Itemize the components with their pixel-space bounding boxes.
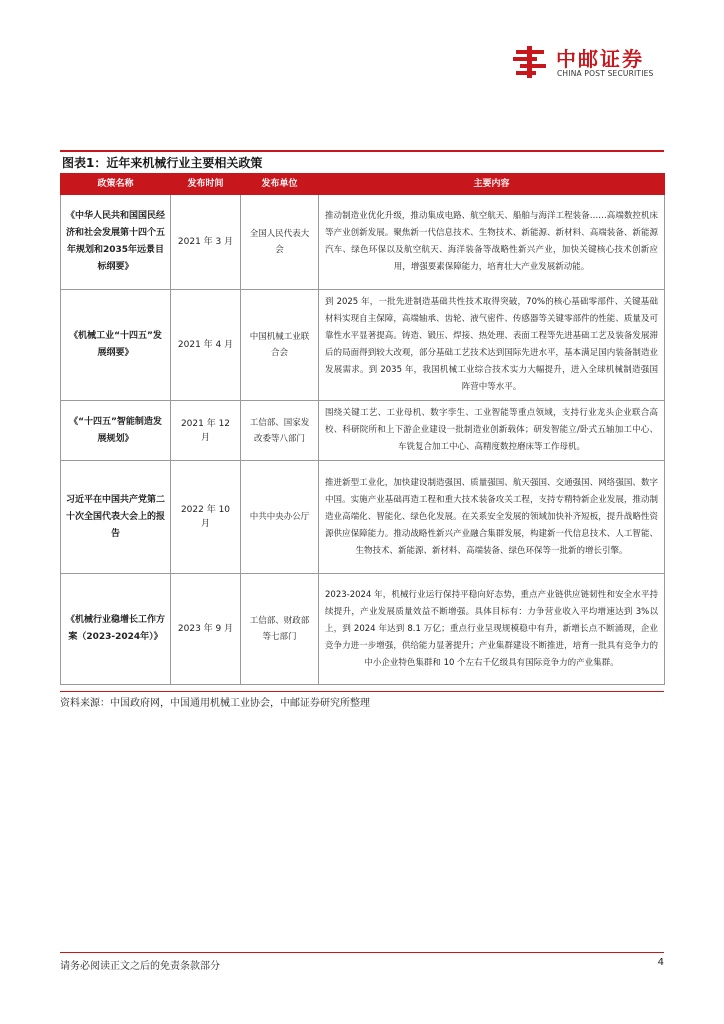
policy-issuer: 中国机械工业联合会	[241, 290, 319, 401]
policy-date: 2021 年 4 月	[171, 290, 241, 401]
policy-table	[60, 173, 665, 685]
policy-issuer: 工信部、财政部等七部门	[241, 574, 319, 685]
logo-english-name: CHINA POST SECURITIES	[557, 69, 654, 78]
column-header-content: 主要内容	[319, 174, 665, 195]
policy-issuer: 工信部、国家发改委等八部门	[241, 401, 319, 461]
policy-date: 2023 年 9 月	[171, 574, 241, 685]
policy-content: 推进新型工业化，加快建设制造强国、质量强国、航天强国、交通强国、网络强国、数字中国。实施产业基础再造工程和重大技术装备攻关工程，支持专精特新企业发展，推动制造业高端化、智能化、绿色化发展。在关系安全发展的领域加快补齐短板，提升战略性资源供应保障能力。推动战略性新兴产业融合集群发展，构建新一代信息技术、人工智能、生物技术、新能源、新材料、高端装备、绿色环保等一批新的增长引擎。	[319, 461, 665, 574]
table-row	[61, 401, 665, 461]
policy-content: 围绕关键工艺、工业母机、数字孪生、工业智能等重点领域，支持行业龙头企业联合高校、科研院所和上下游企业建设一批制造业创新载体；研发智能立/卧式五轴加工中心、车铣复合加工中心、高精度数控磨床等工作母机。	[319, 401, 665, 461]
figure-title: 图表1：近年来机械行业主要相关政策	[60, 150, 664, 172]
footer-disclaimer: 请务必阅读正文之后的免责条款部分	[60, 961, 220, 972]
policy-name: 习近平在中国共产党第二十次全国代表大会上的报告	[61, 461, 171, 574]
table-row	[61, 574, 665, 685]
policy-date: 2021 年 3 月	[171, 195, 241, 290]
policy-issuer: 全国人民代表大会	[241, 195, 319, 290]
policy-date: 2021 年 12 月	[171, 401, 241, 461]
source-note: 资料来源：中国政府网，中国通用机械工业协会，中邮证券研究所整理	[60, 691, 664, 709]
policy-name: 《机械工业“十四五”发展纲要》	[61, 290, 171, 401]
policy-name: 《中华人民共和国国民经济和社会发展第十四个五年规划和2035年远景目标纲要》	[61, 195, 171, 290]
policy-name: 《机械行业稳增长工作方案（2023-2024年）》	[61, 574, 171, 685]
table-header-row	[61, 174, 665, 195]
table-row	[61, 195, 665, 290]
page-number: 4	[657, 957, 664, 968]
china-post-logo-icon	[512, 44, 548, 80]
policy-content: 到 2025 年，一批先进制造基础共性技术取得突破，70%的核心基础零部件、关键基础材料实现自主保障，高端轴承、齿轮、液气密件、传感器等关键零部件的性能、质量及可靠性水平显著提高。铸造、锻压、焊接、热处理、表面工程等先进基础工艺及装备发展滞后的局面得到较大改观，部分基础工艺技术达到国际先进水平，基本满足国内装备制造业发展需求。到 2035 年，我国机械工业综合技术实力大幅提升，进入全球机械制造强国阵营中等水平。	[319, 290, 665, 401]
policy-issuer: 中共中央办公厅	[241, 461, 319, 574]
policy-date: 2022 年 10 月	[171, 461, 241, 574]
policy-content: 推动制造业优化升级，推动集成电路、航空航天、船舶与海洋工程装备……高端数控机床等产业创新发展。聚焦新一代信息技术、生物技术、新能源、新材料、高端装备、新能源汽车、绿色环保以及航空航天、海洋装备等战略性新兴产业，加快关键核心技术创新应用，增强要素保障能力，培育壮大产业发展新动能。	[319, 195, 665, 290]
table-row	[61, 290, 665, 401]
company-logo	[512, 42, 672, 82]
table-row	[61, 461, 665, 574]
column-header-policy-name: 政策名称	[61, 174, 171, 195]
policy-content: 2023-2024 年，机械行业运行保持平稳向好态势，重点产业链供应链韧性和安全水平持续提升，产业发展质量效益不断增强。具体目标有：力争营业收入平均增速达到 3%以上，到 2024 年达到 8.1 万亿；重点行业呈现规模稳中有升，新增长点不断涌现，企业竞争力进一步增强，供给能力显著提升；产业集群建设不断推进，培育一批具有竞争力的中小企业特色集群和 10 个左右千亿级具有国际竞争力的产业集群。	[319, 574, 665, 685]
logo-chinese-name: 中邮证券	[556, 47, 644, 71]
policy-name: 《“十四五”智能制造发展规划》	[61, 401, 171, 461]
column-header-release-date: 发布时间	[171, 174, 241, 195]
footer-divider	[60, 952, 664, 953]
column-header-issuer: 发布单位	[241, 174, 319, 195]
